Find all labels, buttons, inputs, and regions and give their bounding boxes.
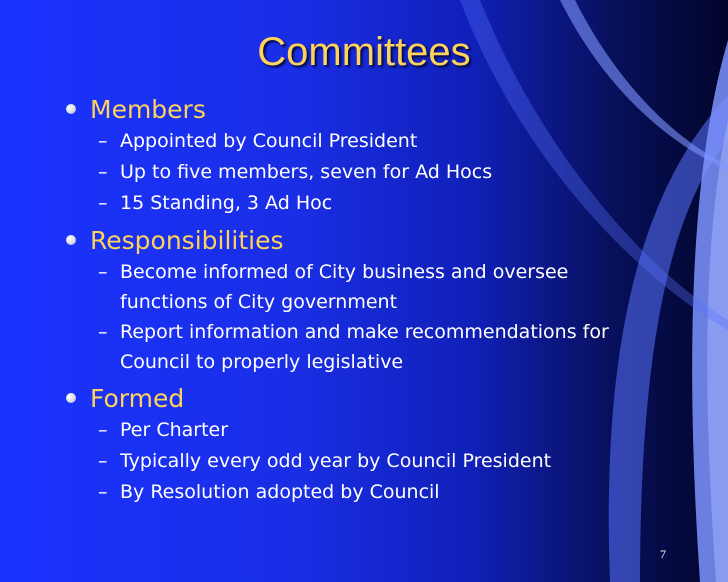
dash-icon: –	[98, 321, 108, 343]
formed-list	[66, 415, 656, 508]
section-formed	[66, 381, 656, 508]
list-item	[98, 257, 656, 317]
bullet-heading-row	[66, 223, 656, 257]
dash-icon: –	[98, 130, 108, 152]
item-text: Up to five members, seven for Ad Hocs	[120, 161, 493, 183]
item-text: 15 Standing, 3 Ad Hoc	[120, 192, 333, 214]
page-number: 7	[660, 547, 666, 561]
dash-icon: –	[98, 481, 108, 503]
dash-icon: –	[98, 161, 108, 183]
list-item	[98, 126, 656, 157]
heading-members: Members	[90, 94, 206, 124]
heading-responsibilities: Responsibilities	[90, 225, 284, 255]
dash-icon: –	[98, 261, 108, 283]
list-item	[98, 477, 656, 508]
dash-icon: –	[98, 450, 108, 472]
item-text: Become informed of City business and oversee functions of City government	[120, 261, 569, 313]
list-item	[98, 188, 656, 219]
item-text: Report information and make recommendations for Council to properly legislative	[120, 321, 609, 373]
bullet-dot-icon	[66, 104, 76, 114]
item-text: By Resolution adopted by Council	[120, 481, 440, 503]
slide-title: Committees	[257, 30, 471, 74]
list-item	[98, 446, 656, 477]
list-item	[98, 415, 656, 446]
bullet-heading-row	[66, 381, 656, 415]
item-text: Typically every odd year by Council President	[120, 450, 552, 472]
dash-icon: –	[98, 192, 108, 214]
section-members	[66, 92, 656, 219]
dash-icon: –	[98, 419, 108, 441]
section-responsibilities	[66, 223, 656, 377]
responsibilities-list	[66, 257, 656, 377]
list-item	[98, 317, 656, 377]
item-text: Per Charter	[120, 419, 229, 441]
item-text: Appointed by Council President	[120, 130, 418, 152]
list-item	[98, 157, 656, 188]
bullet-dot-icon	[66, 235, 76, 245]
heading-formed: Formed	[90, 383, 185, 413]
members-list	[66, 126, 656, 219]
bullet-dot-icon	[66, 393, 76, 403]
bullet-content	[66, 92, 656, 512]
bullet-heading-row	[66, 92, 656, 126]
